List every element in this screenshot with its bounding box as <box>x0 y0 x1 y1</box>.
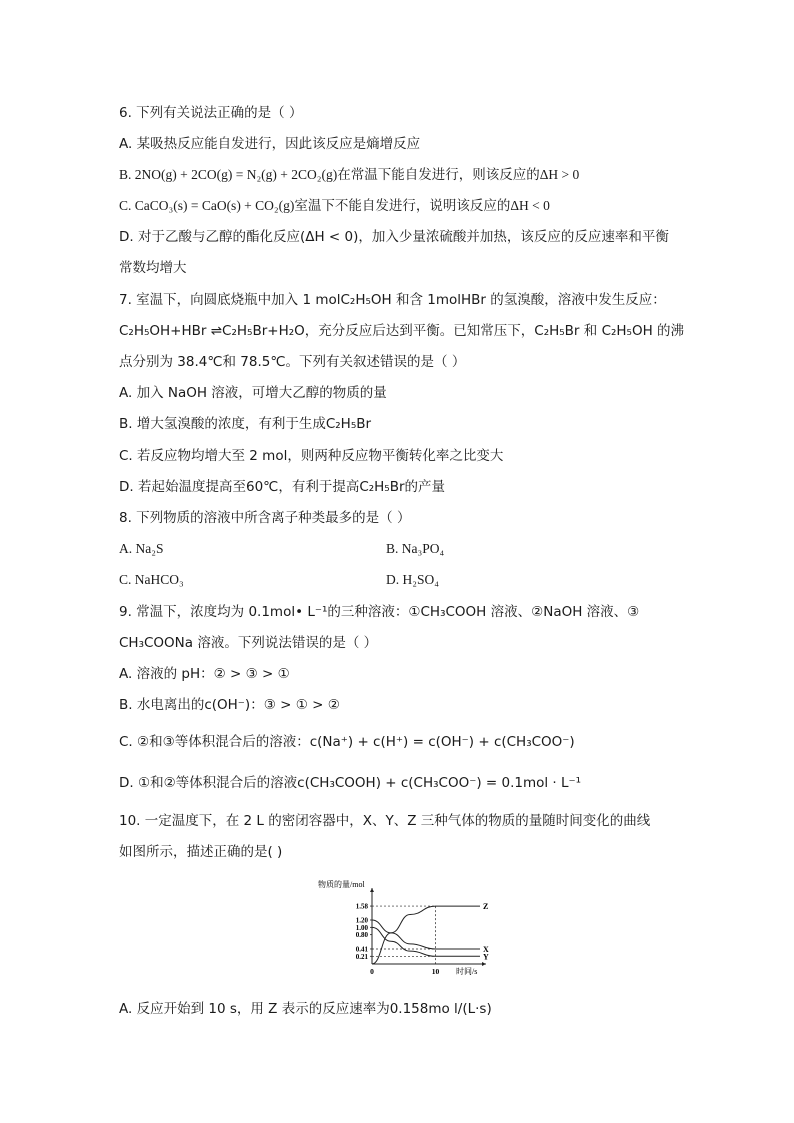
q6-option-c: C. CaCO₃(s) = CaO(s) + CO₂(g)室温下不能自发进行，说明该反应的ΔH < 0 <box>119 198 550 213</box>
q6-stem: 6. 下列有关说法正确的是（ ） <box>119 105 303 121</box>
y-axis-label: 物质的量/mol <box>318 880 365 889</box>
q7-stem-line2: C₂H₅OH+HBr ⇌C₂H₅Br+H₂O，充分反应后达到平衡。已知常压下，C₂H₅Br 和 C₂H₅OH 的沸 <box>119 323 685 339</box>
q9-option-a: A. 溶液的 pH：② > ③ > ① <box>119 666 290 682</box>
y-axis-arrow <box>370 888 374 892</box>
y-tick-label: 1.58 <box>355 902 368 911</box>
q10-stem-line1: 10. 一定温度下，在 2 L 的密闭容器中，X、Y、Z 三种气体的物质的量随时间变化的曲线 <box>119 813 651 829</box>
q8-option-c: C. NaHCO₃ <box>119 572 184 587</box>
q9-stem-line2: CH₃COONa 溶液。下列说法错误的是（ ） <box>119 635 378 651</box>
x-tick-label: 0 <box>370 967 374 976</box>
q7-stem-line3: 点分别为 38.4℃和 78.5℃。下列有关叙述错误的是（ ） <box>119 354 466 370</box>
q6-option-d-line1: D. 对于乙酸与乙醇的酯化反应(ΔH < 0)，加入少量浓硫酸并加热，该反应的反应速率和平衡 <box>119 229 669 245</box>
mole-time-chart <box>310 876 490 976</box>
q6-option-b: B. 2NO(g) + 2CO(g) = N₂(g) + 2CO₂(g)在常温下能自发进行，则该反应的ΔH > 0 <box>119 167 580 182</box>
q6-option-d-line2: 常数均增大 <box>119 260 187 276</box>
x-axis-label: 时间/s <box>456 967 478 976</box>
q8-option-b: B. Na₃PO₄ <box>386 541 445 556</box>
y-tick-label: 0.21 <box>355 952 368 961</box>
series-label-z: Z <box>483 902 489 912</box>
series-label-x: X <box>483 944 489 954</box>
q9-option-d: D. ①和②等体积混合后的溶液c(CH₃COOH) + c(CH₃COO⁻) = 0.1mol · L⁻¹ <box>119 775 582 791</box>
q9-stem-line1: 9. 常温下，浓度均为 0.1mol• L⁻¹的三种溶液：①CH₃COOH 溶液、②NaOH 溶液、③ <box>119 604 640 620</box>
x-tick-label: 10 <box>431 967 440 976</box>
q7-option-b: B. 增大氢溴酸的浓度，有利于生成C₂H₅Br <box>119 416 372 432</box>
q7-option-a: A. 加入 NaOH 溶液，可增大乙醇的物质的量 <box>119 385 387 401</box>
q9-option-b: B. 水电离出的c(OH⁻)：③ > ① > ② <box>119 697 340 713</box>
q10-stem-line2: 如图所示，描述正确的是( ) <box>119 844 283 860</box>
q6-option-a: A. 某吸热反应能自发进行，因此该反应是熵增反应 <box>119 136 421 152</box>
q9-option-c: C. ②和③等体积混合后的溶液：c(Na⁺) + c(H⁺) = c(OH⁻) + c(CH₃COO⁻) <box>119 734 575 750</box>
q10-option-a: A. 反应开始到 10 s，用 Z 表示的反应速率为0.158mo l/(L·s) <box>119 1001 492 1017</box>
y-tick-label: 1.00 <box>355 923 368 932</box>
q8-option-a: A. Na₂S <box>119 541 164 556</box>
q8-option-d: D. H₂SO₄ <box>386 572 439 587</box>
q8-stem: 8. 下列物质的溶液中所含离子种类最多的是（ ） <box>119 510 411 526</box>
y-tick-label: 0.41 <box>355 945 368 954</box>
x-axis-arrow <box>482 962 486 966</box>
series-line-y <box>372 927 480 956</box>
q7-option-c: C. 若反应物均增大至 2 mol，则两种反应物平衡转化率之比变大 <box>119 448 504 464</box>
q7-option-d: D. 若起始温度提高至60℃，有利于提高C₂H₅Br的产量 <box>119 479 446 495</box>
y-tick-label: 0.80 <box>355 931 368 940</box>
series-label-y: Y <box>483 952 489 962</box>
q7-stem-line1: 7. 室温下，向圆底烧瓶中加入 1 molC₂H₅OH 和含 1molHBr 的氢溴酸，溶液中发生反应： <box>119 292 666 308</box>
y-tick-label: 1.20 <box>355 916 368 925</box>
